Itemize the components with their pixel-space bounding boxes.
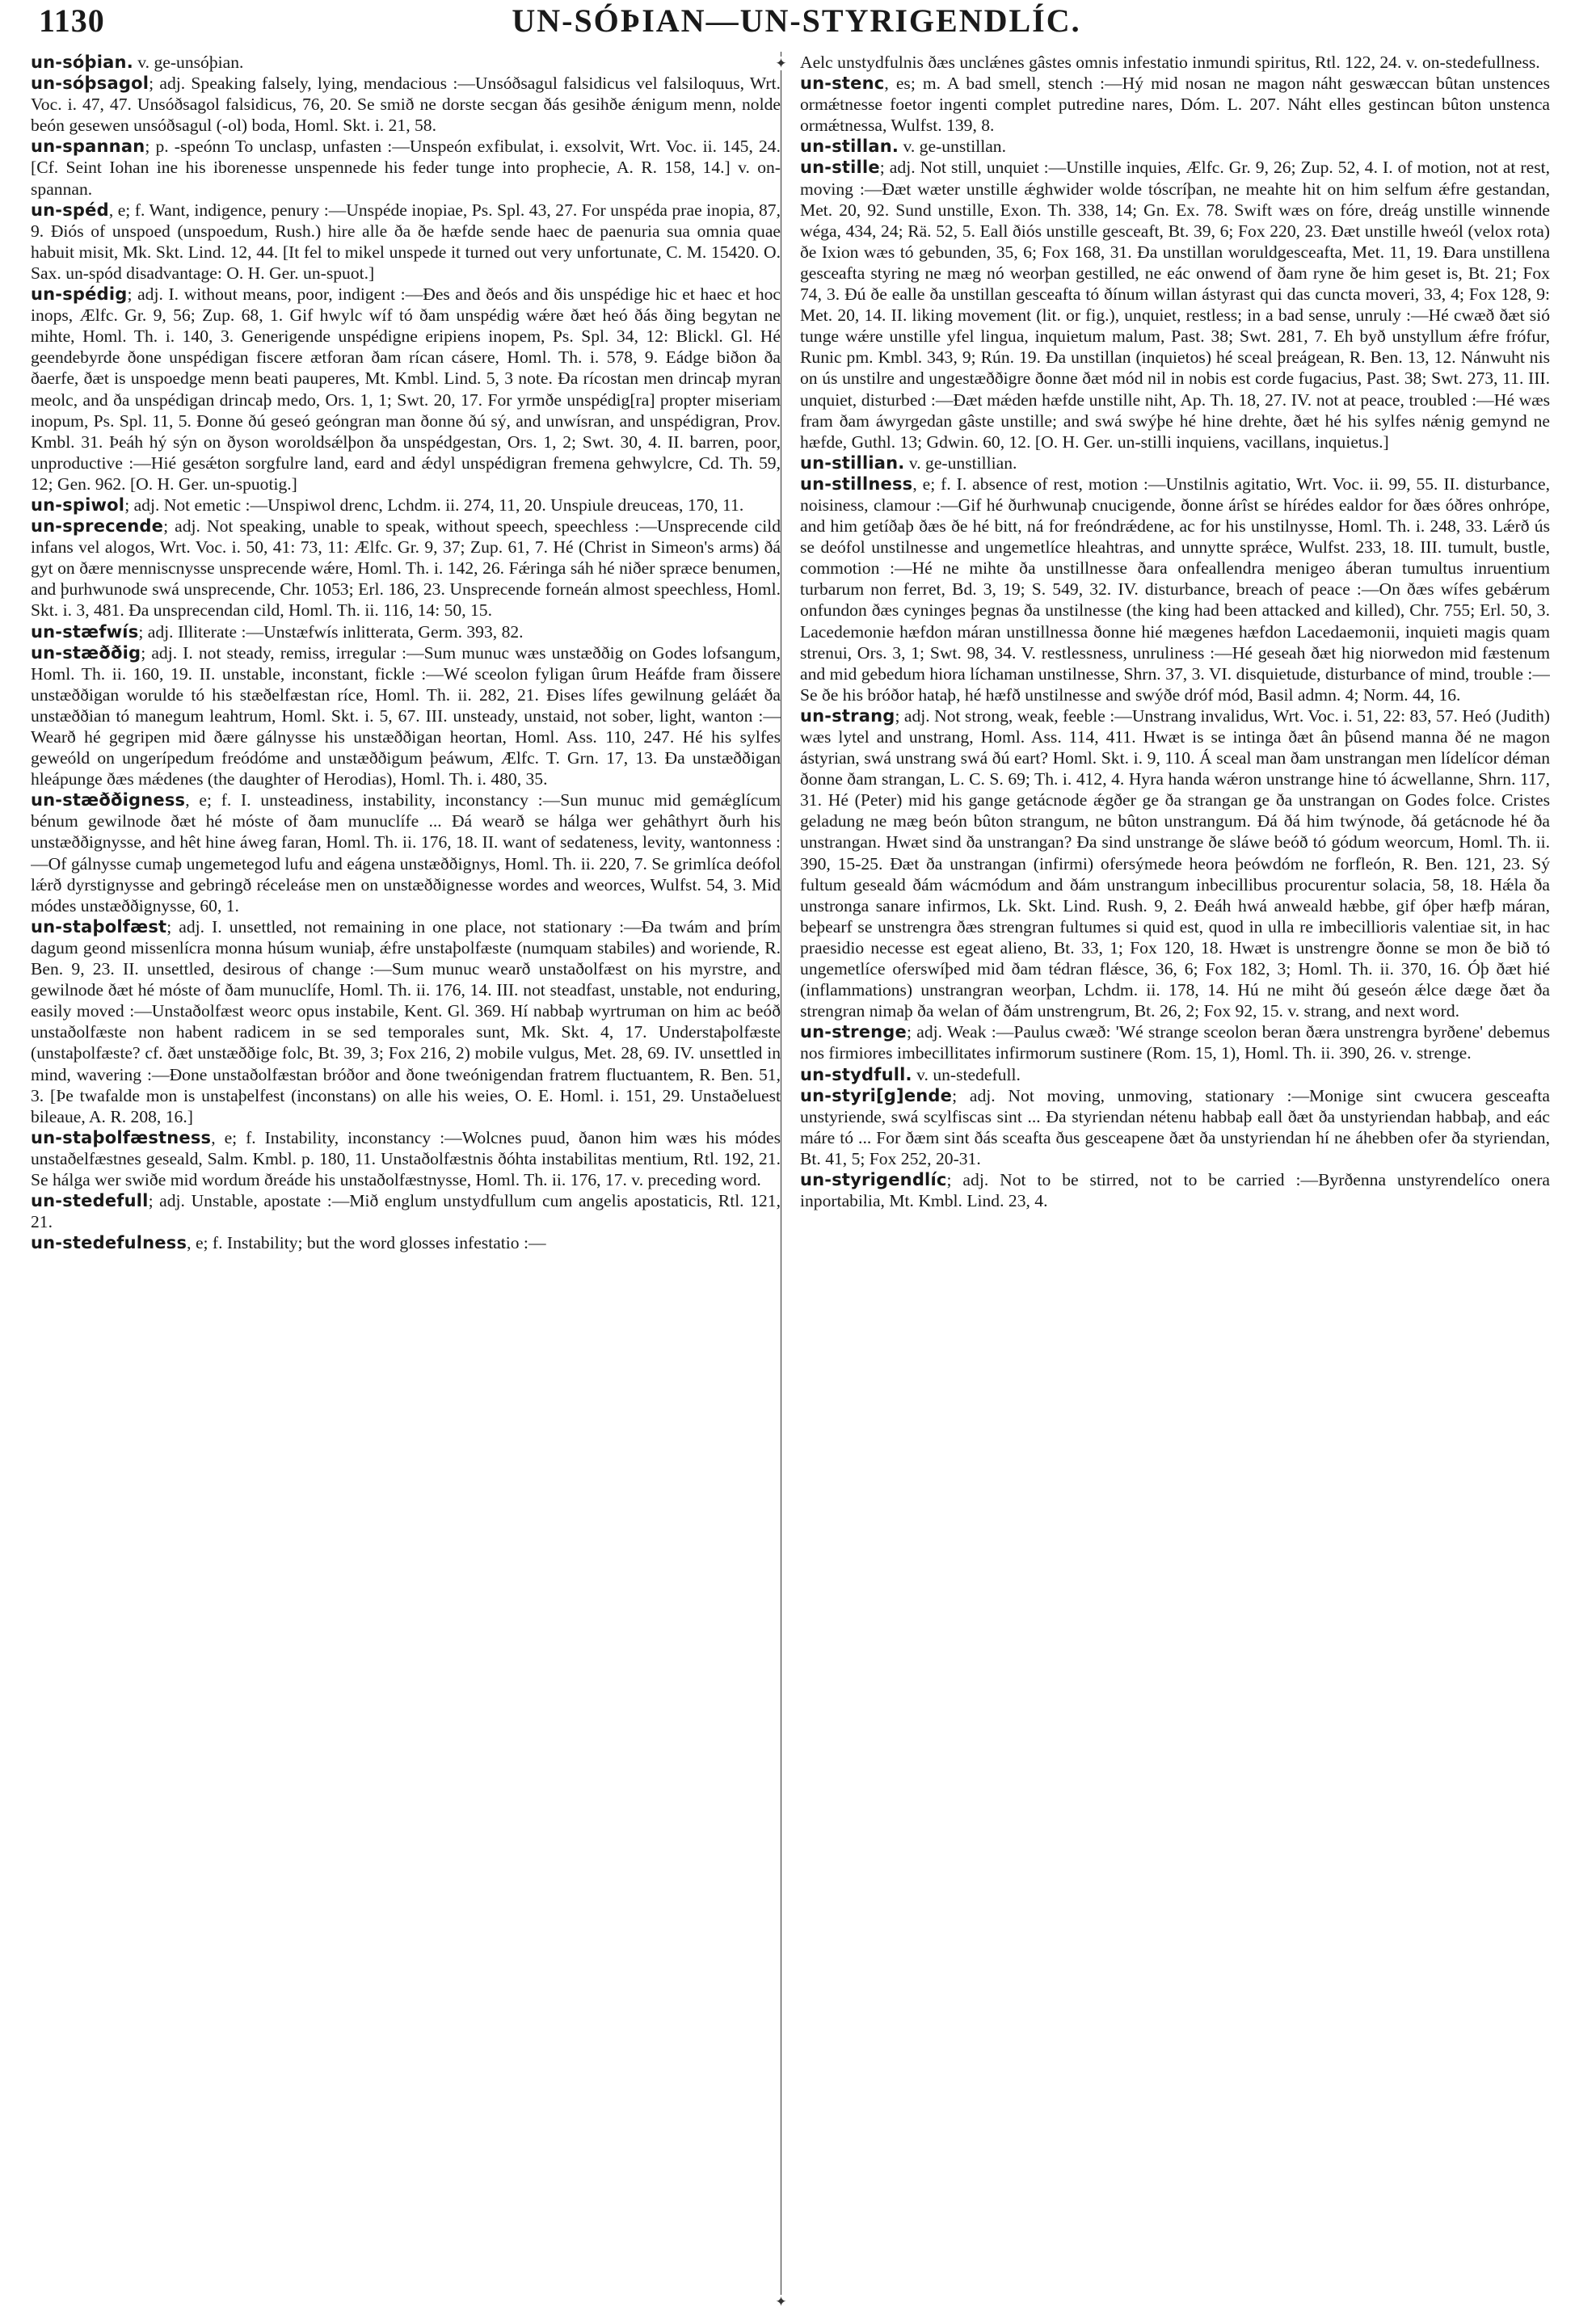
- left-column: [31, 52, 781, 2298]
- entry-headword: un-spédig: [31, 284, 128, 305]
- entry-headword: un-stillian.: [800, 453, 905, 473]
- entry-definition: ; adj. Not speaking, unable to speak, without speech, speechless :—Unsprecende cild infans vel alogos, Wrt. Voc. i. 50, 41: 73, 11: Ælfc. Gr. 9, 37; Zup. 61, 7. Hé (Christ in Simeon's arms) ðá gyt on ðære menniscnysse unsprecende wǽre, Homl. Th. i. 142, 26. Fǽringa sáh hé niðer spræce benumen, and þurhwunode swá unsprecende, Chr. 1053; Erl. 186, 23. Unsprecende forneán almost speechless, Homl. Skt. i. 3, 481. Ða unsprecendan cild, Homl. Th. ii. 116, 14: 50, 15.: [31, 516, 781, 621]
- entry-headword: un-stæððigness: [31, 790, 186, 810]
- entry-definition: ; adj. Unstable, apostate :—Mið englum unstydfullum cum angelis apostaticis, Rtl. 121, 21.: [31, 1191, 781, 1232]
- dictionary-entry: [31, 284, 781, 495]
- entry-definition: ; adj. Speaking falsely, lying, mendacious :—Unsóðsagul falsidicus vel falsiloquus, Wrt. Voc. i. 47, 47. Unsóðsagol falsidicus, 76, 20. Se smið ne dorste secgan ðás gesihðe ǽnigum menn, nolde beón gesewen unsóðsagul (-ol) boda, Homl. Skt. i. 21, 58.: [31, 74, 781, 136]
- entry-headword: un-spannan: [31, 137, 145, 157]
- entry-headword: un-strang: [800, 705, 895, 726]
- dictionary-entry: [800, 1064, 1550, 1085]
- entry-headword: un-spéd: [31, 200, 109, 220]
- entry-definition: v. ge-unstillian.: [904, 453, 1017, 473]
- entry-headword: un-staþolfæst: [31, 916, 167, 937]
- entry-definition: ; adj. Not strong, weak, feeble :—Unstrang invalidus, Wrt. Voc. i. 51, 22: 83, 57. Heó (Judith) wæs lytel and unstrang, Homl. Ass. 114, 411. Hwæt is se intinga ðæt ân þûsend manna ðé ne magon ástyrian, swá unstrang swá ðú eart? Homl. Skt. i. 9, 110. Á sceal man ðam unstrangan men lídelícor déman ðonne ðam strangan, L. C. S. 69; Th. i. 412, 4. Hyra handa wǽron unstrange hine tó ácwellanne, Shrn. 117, 31. Hé (Peter) mid his gange getácnode ǽgðer ge ða strangan ge ða unstrangan on Godes folce. Cristes geladung ne mæg beón bûton strangum, ne bûton unstrangum. Ðá ðá him twýnode, ðá getácnode hé ða unstrangan. Hwæt sind ða unstrangan? Ða sind unstrange ðe sláwe beóð tó gódum weorcum, Homl. Th. ii. 390, 15-25. Ðæt ða unstrangan (infirmi) ofersýmede heora þeówdóm ne forfleón, R. Ben. 121, 23. Sý fultum geseald ðám wácmódum and ðám unstrangum inbecillibus procurentur solacia, 58, 18. Hǽla ða unstronga sanare infirmos, Lk. Skt. Lind. Rush. 9, 2. Ðeáh hwá anweald hæbbe, gif óþer hæfþ máran, beþearf se unstrengra ðæs strengran fultumes si quid est, quod in ulla re imbecillioris valentiae sit, in hac praesidio necesse est egeat alieno, Bt. 33, 1; Fox 120, 18. Hwæt is unstrengre ðonne se mon ðe bið tó ungemetlíce oferswíþed mid ðam tédran flǽsce, 36, 6; Fox 182, 3; Homl. Th. ii. 370, 16. Óþ ðæt hié (inflammations) unstrangran weorþan, Lchdm. ii. 178, 14. Hú ne miht ðú geseón ǽlce dæge ðæt ða strengran nimaþ ða welan of ðám unstrengrum, Bt. 26, 2; Fox 92, 15. v. strang, and next word.: [800, 705, 1550, 1021]
- dictionary-entry: [800, 52, 1550, 73]
- dictionary-entry: [31, 136, 781, 199]
- dictionary-entry: [31, 1190, 781, 1232]
- entry-headword: un-stillan.: [800, 137, 899, 157]
- page-number: 1130: [39, 2, 105, 39]
- dictionary-entry: [31, 52, 781, 73]
- entry-headword: un-staþolfæstness: [31, 1127, 212, 1147]
- entry-definition: , e; f. Instability, inconstancy :—Wolcnes puud, ðanon him wæs his módes unstaðelfæstnes geseald, Salm. Kmbl. p. 180, 11. Unstaðolfæstnis ðóhta instabilitas mentium, Rtl. 192, 21. Se hálga wer swiðe mid wordum ðreáde his unstaðolfæstnysse, Homl. Th. ii. 176, 17. v. preceding word.: [31, 1127, 781, 1189]
- entry-definition: , es; m. A bad smell, stench :—Hý mid nosan ne magon náht geswæccan bûtan unstences ormǽtnesse foetor ingenti complet putredine nares, Dóm. L. 207. Náht elles gestincan bûton unstenca ormǽtnessa, Wulfst. 139, 8.: [800, 74, 1550, 136]
- entry-headword: un-styrigendlíc: [800, 1169, 947, 1189]
- dictionary-entry: [31, 789, 781, 916]
- entry-definition: ; adj. I. unsettled, not remaining in one place, not stationary :—Ða twám and þrím dagum geond missenlícra monna húsum wuniaþ, ǽfre unstaþolfæste (numquam stabiles) and woriende, R. Ben. 9, 23. II. unsettled, desirous of change :—Sum munuc wearð unstaðolfæst on his myrstre, and gewilnode ðæt hé móste of ðam munuclífe, Homl. Th. ii. 176, 14. III. not steadfast, unstable, not enduring, easily moved :—Unstaðolfæst weorc opus instabile, Kent. Gl. 369. Hí nabbaþ wyrtruman on him ac beóð unstaðolfæste non habent radicem in se sed temporales sunt, Mk. Skt. 4, 17. Understaþolfæste (unstaþolfæste? cf. ðæt unstæððige folc, Bt. 39, 3; Fox 216, 2) mobile vulgus, Met. 28, 69. IV. unsettled in mind, wavering :—Ðone unstaðolfæstan bróðor and ðone tweónigendan fratrem fluctuantem, R. Ben. 51, 3. [Þe twafalde mon is unstaþelfest (inconstans) on alle his weies, O. E. Homl. i. 151, 29. Unstaðeluest bileaue, A. R. 208, 16.]: [31, 916, 781, 1126]
- dictionary-entry: [800, 73, 1550, 136]
- entry-headword: un-sóþsagol: [31, 74, 149, 94]
- dictionary-entry: [800, 1085, 1550, 1169]
- entry-headword: un-stæfwís: [31, 621, 139, 642]
- entry-headword: un-stenc: [800, 74, 885, 94]
- entry-definition: ; adj. Illiterate :—Unstæfwís inlitterata, Germ. 393, 82.: [138, 621, 524, 642]
- dictionary-entry: [800, 474, 1550, 705]
- dictionary-entry: [800, 1169, 1550, 1211]
- dictionary-entry: [31, 621, 781, 642]
- entry-definition: v. ge-unstillan.: [899, 137, 1006, 157]
- entry-headword: un-sprecende: [31, 516, 164, 537]
- entry-definition: ; adj. I. without means, poor, indigent :—Ðes and ðeós and ðis unspédige hic et haec et hoc inops, Ælfc. Gr. 9, 56; Zup. 68, 1. Gif hwylc wíf tó ðam unspédig wǽre ðæt heó ðás ðing begytan ne mihte, Homl. Th. i. 140, 3. Generigende unspédigne eripiens inopem, Ps. Spl. 34, 12: Blickl. Gl. Hé geendebyrde ðone unspédigan fiscere ætforan ðam rícan cásere, Homl. Th. i. 578, 9. Eádge biðon ða ðaerfe, ðæt is unspoedge menn beati pauperes, Mt. Kmbl. Lind. 5, 3 note. Ða rícostan men drincaþ myran meolc, and ða unspédigan drincaþ medo, Ors. 1, 1; Swt. 20, 17. For yrmðe unspédig[ra] propter miseriam inopum, Ps. Spl. 11, 5. Ðonne ðú geseó geóngran man ðonne ðú sý, and unwísran, and unspédigran, Prov. Kmbl. 31. Þeáh hý sýn on ðyson woroldsǽlþon ða unspédgestan, Ors. 1, 2; Swt. 30, 4. II. barren, poor, unproductive :—Hié gesǽton sorgfulre land, eard and ǽdyl unspédigran fremena gehwylcre, Cd. Th. 59, 12; Gen. 962. [O. H. Ger. un-spuotig.]: [31, 284, 781, 494]
- divider-ornament-bottom-icon: ✦: [775, 2294, 787, 2309]
- entry-definition: ; adj. I. not steady, remiss, irregular :—Sum munuc wæs unstæððig on Godes lofsangum, Homl. Th. ii. 160, 19. II. unstable, inconstant, fickle :—Wé sceolon fyligan ûrum Heáfde fram ðissere unstæððigan worulde tó his stæðelfæstan ríce, Homl. Th. ii. 282, 21. Ðises lífes gewilnung geláǽt ða unstæððian tó manegum leahtrum, Homl. Skt. i. 5, 67. III. unsteady, unstaid, not sober, light, wanton :—Wearð hé gegripen mid ðære gálnysse his unstæððigan heortan, Homl. Ass. 110, 247. Hé his sylfes geweóld on ungerípedum freódóme and unstæððigum þeáwum, Ælfc. T. Grn. 17, 13. Ða unstæððigan hleápunge ðæs mǽdenes (the daughter of Herodias), Homl. Th. i. 480, 35.: [31, 642, 781, 789]
- dictionary-entry: [31, 200, 781, 284]
- entry-definition: Aelc unstydfulnis ðæs unclǽnes gâstes omnis infestatio inmundi spiritus, Rtl. 122, 24. v. on-stedefullness.: [800, 53, 1540, 72]
- entry-definition: ; p. -speónn To unclasp, unfasten :—Unspeón exfibulat, i. exsolvit, Wrt. Voc. ii. 145, 24. [Cf. Seint Iohan ine his iborenesse unspennede his feder tunge into prophecie, A. R. 158, 14.] v. on-spannan.: [31, 137, 781, 199]
- dictionary-entry: [800, 136, 1550, 157]
- entry-definition: , e; f. Want, indigence, penury :—Unspéde inopiae, Ps. Spl. 43, 27. For unspéda prae inopia, 87, 9. Ðiós of unspoed (unspoedum, Rush.) hire alle ða ðe hæfde sende haec de paenuria sua omnia quae habuit misit, Mk. Skt. Lind. 12, 44. [It fel to mikel unspede it turned out very unfortunate, C. M. 15420. O. Sax. un-spód disadvantage: O. H. Ger. un-spuot.]: [31, 200, 781, 283]
- entry-headword: un-strenge: [800, 1022, 907, 1042]
- entry-headword: un-stedefulness: [31, 1233, 187, 1253]
- dictionary-entry: [31, 73, 781, 136]
- entry-headword: un-stæððig: [31, 642, 141, 663]
- entry-definition: , e; f. I. absence of rest, motion :—Unstilnis agitatio, Wrt. Voc. ii. 99, 55. II. disturbance, noisiness, clamour :—Gif hé ðurhwunaþ cnucigende, ðonne árîst se hírédes ealdor for ðæs óðres onhrópe, and him getíðaþ ðæs ðe hé bitt, ná for freóndrǽdene, ac for his unstilnysse, Homl. Th. i. 248, 33. Lǽrð ús se deófol unstilnesse and ungemetlíce hleahtras, and unnytte sprǽce, Wulfst. 233, 18. III. tumult, bustle, commotion :—Hé ne mihte ða unstillnesse ðara onfeallendra menigeo áberan tumultus inruentium turbarum non ferret, Bd. 3, 19; S. 549, 32. IV. disturbance, breach of peace :—On ðæs wífes gebǽrum onfundon ðæs cyninges þegnas ða unstilnesse (the king had been attacked and killed), Chr. 755; Erl. 50, 3. Lacedemonie hæfdon máran unstillnessa ðonne hié mægenes hæfdon Lacedaemonii, inquieti magis quam strenui, Ors. 3, 1; Swt. 98, 34. V. restlessness, unruliness :—Hé geseah ðæt hig niorwedon mid fæstenum and mid gebedum hiora líchaman unstilnesse, Shrn. 37, 3. VI. disquietude, disturbance of mind, trouble :—Se ðe his bróðor hataþ, hé hæfð unstilnesse and swýðe dróf mód, Basil admn. 4; Norm. 44, 16.: [800, 474, 1550, 705]
- dictionary-entry: [800, 157, 1550, 452]
- divider-ornament-top-icon: ✦: [775, 56, 787, 71]
- entry-definition: ; adj. Not emetic :—Unspiwol drenc, Lchdm. ii. 274, 11, 20. Unspiule dreuceas, 170, 11.: [124, 495, 744, 515]
- entry-definition: v. un-stedefull.: [912, 1064, 1021, 1084]
- entry-definition: ; adj. Weak :—Paulus cwæð: 'Wé strange sceolon beran ðæra unstrengra byrðene' debemus nos firmiores imbecillitates infirmorum sustinere (Rom. 15, 1), Homl. Th. ii. 390, 26. v. strenge.: [800, 1022, 1550, 1063]
- entry-definition: v. ge-unsóþian.: [133, 53, 244, 72]
- dictionary-entry: [31, 916, 781, 1127]
- entry-headword: un-stille: [800, 158, 880, 178]
- dictionary-entry: [800, 1021, 1550, 1063]
- entry-definition: ; adj. Not still, unquiet :—Unstille inquies, Ælfc. Gr. 9, 26; Zup. 52, 4. I. of motion, not at rest, moving :—Ðæt wæter unstille ǽghwider wolde tóscríþan, ne meahte hit on him selfum ǽfre gestandan, Met. 20, 92. Sund unstille, Exon. Th. 338, 14; Gn. Ex. 78. Swift wæs on fóre, dreág unstille winnende wéga, 434, 24; Rä. 52, 5. Eall ðiós unstille gesceaft, Bt. 39, 6; Fox 220, 23. Ðæt unstille hweól (velox rota) ðe Ixion wæs tó gebunden, 35, 6; Fox 168, 31. Ða unstillan woruldgesceafta, Met. 11, 19. Ðara unstillena gesceafta styring ne mæg nó weorþan gestilled, ne eác onwend of ðam ryne ðe him geset is, Bt. 21; Fox 74, 3. Ðú ðe ealle ða unstillan gesceafta tó ðínum willan ástyrast qui das cuncta moveri, 33, 4; Fox 128, 9: Met. 20, 14. II. liking movement (lit. or fig.), unquiet, restless; in a bad sense, unruly :—Hé cwæð ðæt sió tunge wǽre unstille yfel lingua, inquietum malum, Past. 38; Swt. 281, 7. Eh byð unstyllum ǽfre frófur, Runic pm. Kmbl. 343, 9; Rún. 19. Ða unstillan (inquietos) hé sceal þreágean, R. Ben. 13, 12. Nánwuht nis on ús unstilre and ungestæððigre ðonne ðæt mód nil in nobis est corde fugacius, Past. 38; Swt. 273, 11. III. unquiet, disturbed :—Ðæt mǽden hæfde unstille niht, Ap. Th. 18, 27. IV. not at peace, troubled :—Hé wæs fram ðam áwyrgedan gâste unstille; and swá swýþe hé hine drehte, ðæt hé his sylfes nǽnig gemynd ne hæfde, Guthl. 13; Gdwin. 60, 12. [O. H. Ger. un-stilli inquiens, vacillans, inquietus.]: [800, 158, 1550, 452]
- entry-headword: un-sóþian.: [31, 53, 133, 72]
- entry-definition: ; adj. Not to be stirred, not to be carried :—Byrðenna unstyrendelíco onera inportabilia, Mt. Kmbl. Lind. 23, 4.: [800, 1169, 1550, 1211]
- entry-definition: , e; f. Instability; but the word glosses infestatio :—: [187, 1233, 546, 1253]
- running-title: UN-SÓÞIAN—UN-STYRIGENDLÍC.: [512, 2, 1081, 39]
- entry-definition: , e; f. I. unsteadiness, instability, inconstancy :—Sun munuc mid gemǽglícum bénum gewilnode ðæt hé móste of ðam munuclífe ... Ðá wearð se hálga wer gehâthyrt ðurh his unstæððignysse, and hêt hine áweg faran, Homl. Th. ii. 176, 18. II. want of sedateness, levity, wantonness :—Of gálnysse cumaþ ungemetegod lufu and eágena unstæððignys, Homl. Th. ii. 220, 7. Se grimlíca deófol lǽrð dyrstignysse and gebringð réceleáse men on unstæððignesse wordes and weorces, Wulfst. 54, 3. Mid módes unstæððignysse, 60, 1.: [31, 790, 781, 916]
- entry-headword: un-stydfull.: [800, 1064, 912, 1084]
- entry-headword: un-spiwol: [31, 495, 125, 515]
- dictionary-entry: [31, 1127, 781, 1190]
- right-column: [800, 52, 1550, 2298]
- entry-headword: un-stillness: [800, 474, 913, 494]
- entry-headword: un-stedefull: [31, 1191, 149, 1211]
- entry-definition: ; adj. Not moving, unmoving, stationary :—Monige sint cwucera gesceafta unstyriende, swá scylfiscas sint ... Ða styriendan nétenu habbaþ eall ðæt ða unstyriendan habbaþ, and eác máre tó ... For ðæm sint ðás sceafta ðus gesceapene ðæt ða unstyriendan hí ne áhebben ofer ða styriendan, Bt. 41, 5; Fox 252, 20-31.: [800, 1085, 1550, 1168]
- dictionary-entry: [31, 516, 781, 621]
- dictionary-entry: [800, 453, 1550, 474]
- dictionary-entry: [800, 705, 1550, 1021]
- page-header: [39, 0, 1554, 45]
- dictionary-entry: [31, 642, 781, 790]
- entry-headword: un-styri[g]ende: [800, 1085, 953, 1105]
- dictionary-entry: [31, 495, 781, 516]
- dictionary-entry: [31, 1232, 781, 1253]
